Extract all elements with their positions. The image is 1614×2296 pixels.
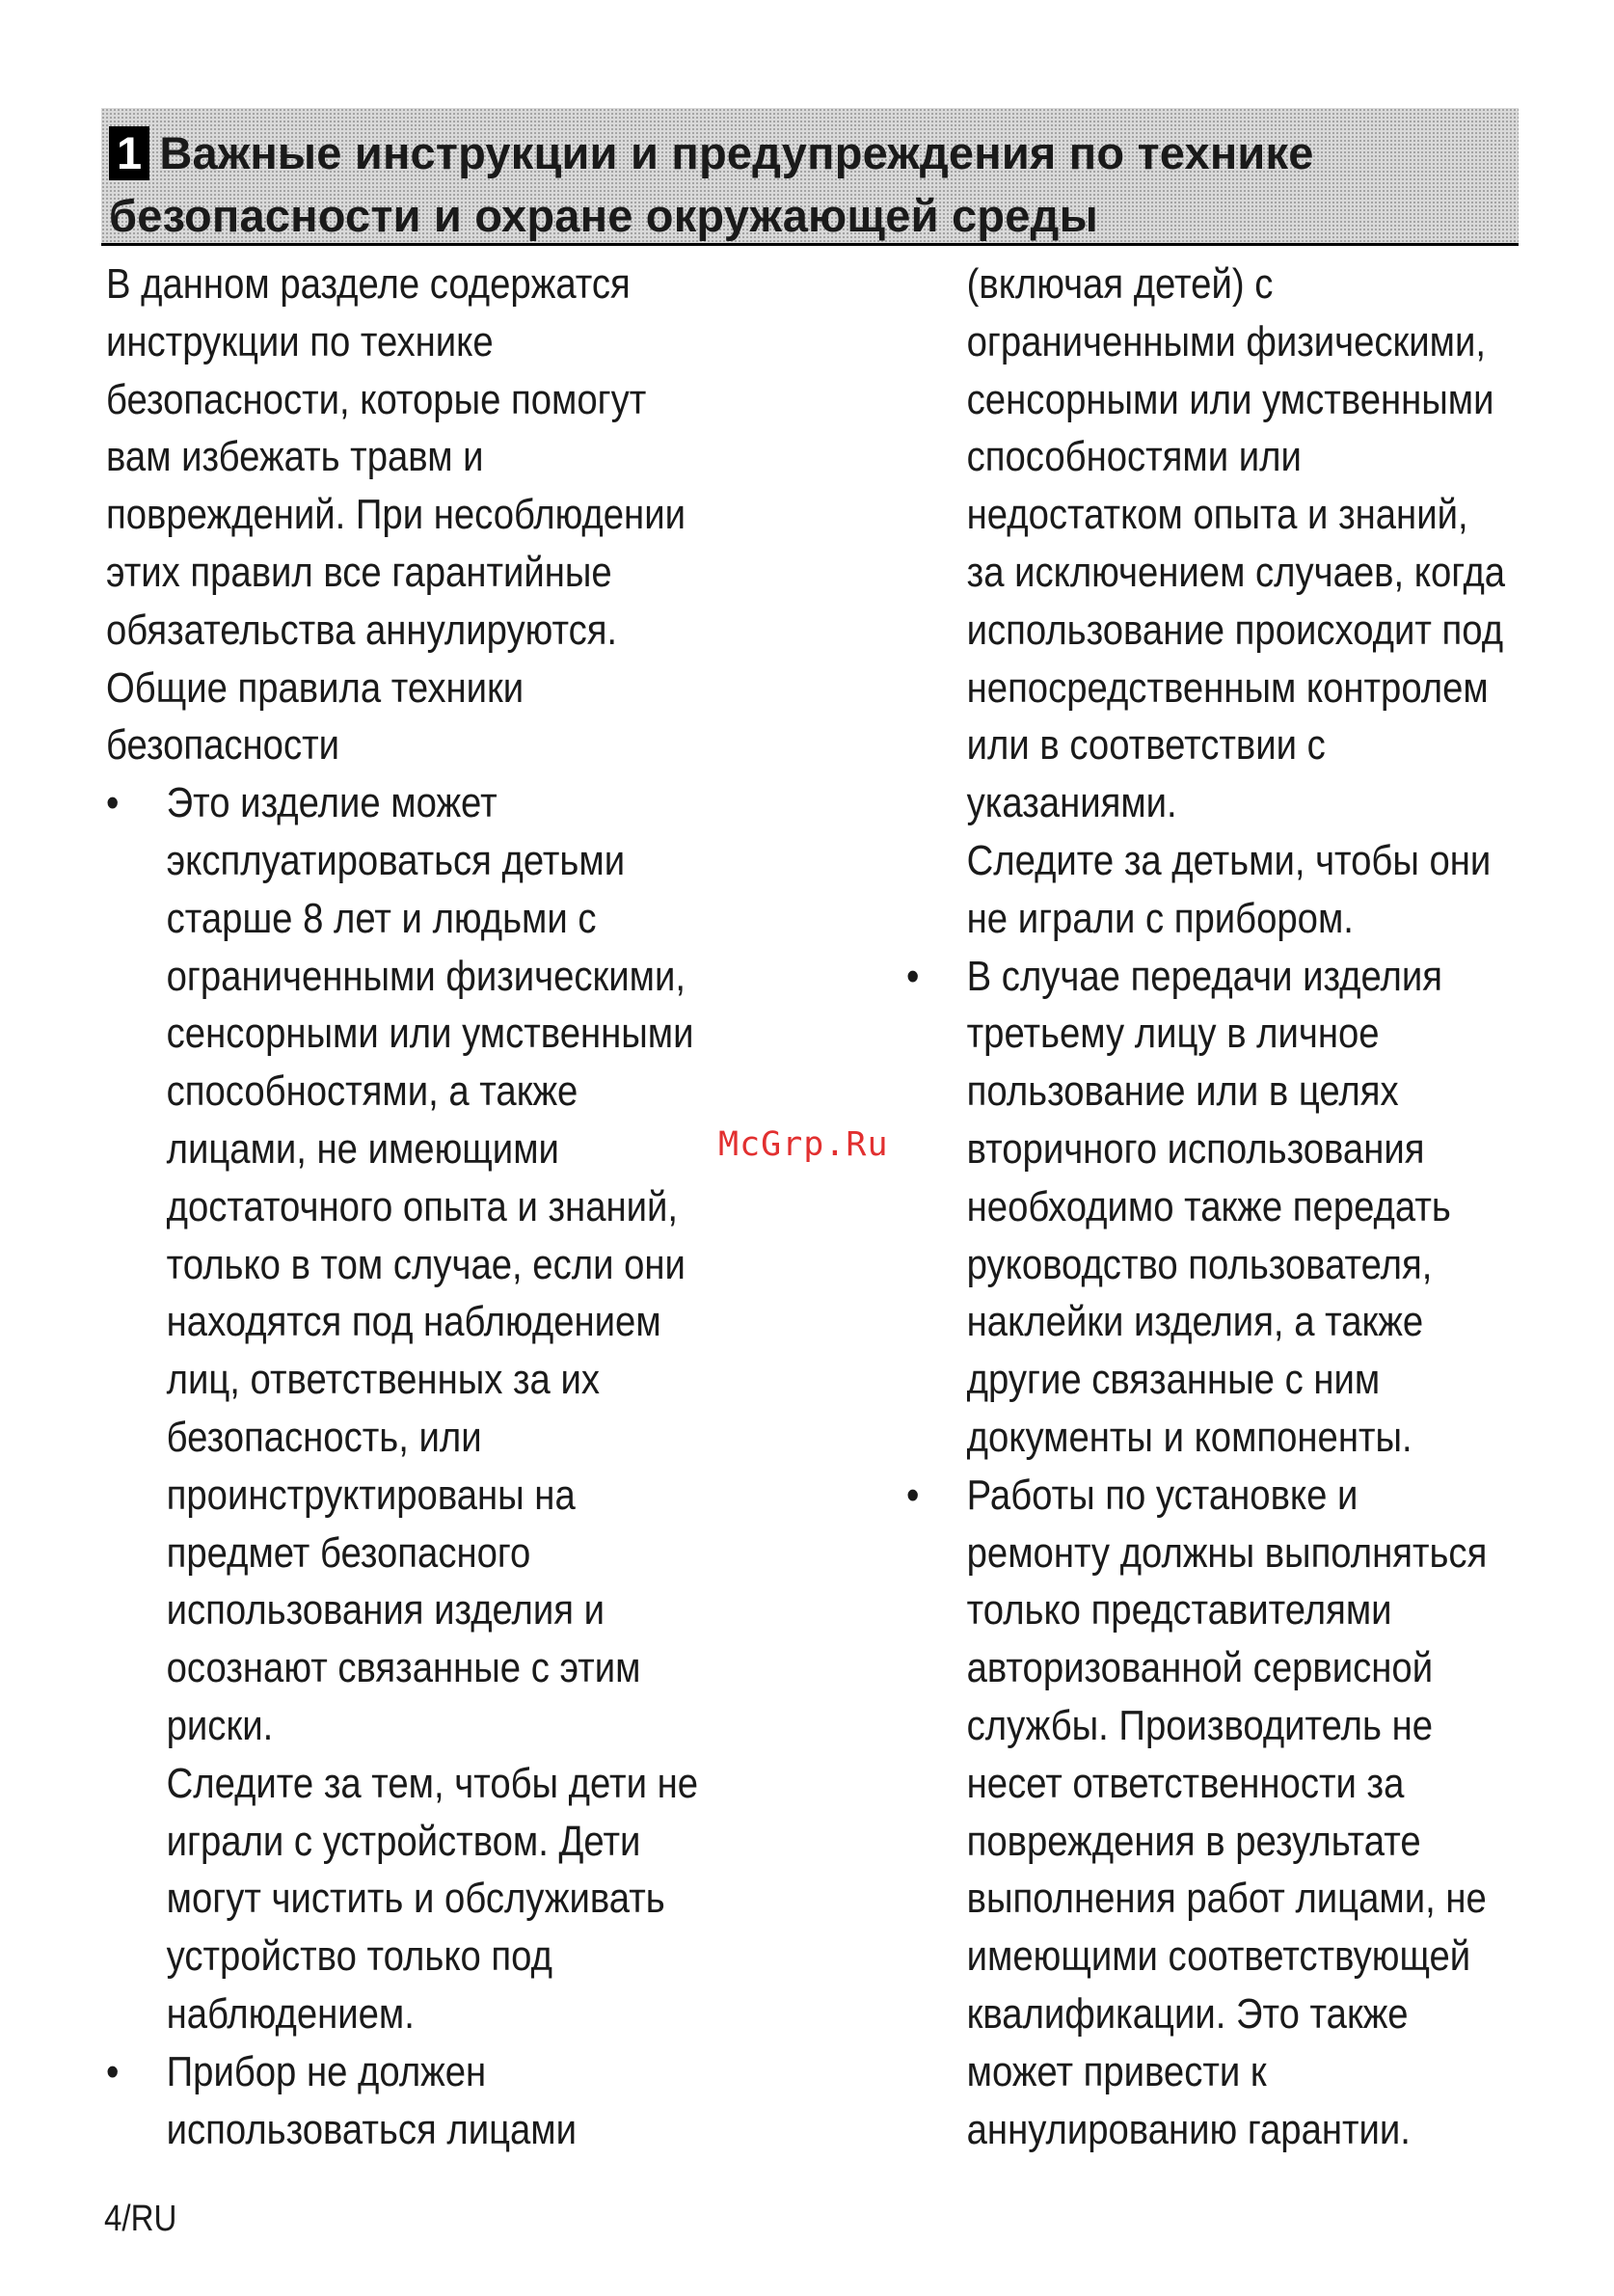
bullet-item-children-use bbox=[106, 774, 815, 2043]
text-line: лицами, не имеющими bbox=[166, 1124, 559, 1173]
text-line: может привести к bbox=[966, 2047, 1267, 2095]
bullet-dot: • bbox=[906, 1471, 920, 1519]
text-line: документы и компоненты. bbox=[966, 1413, 1412, 1461]
text-line: лиц, ответственных за их bbox=[166, 1356, 601, 1404]
text-line: Работы по установке и bbox=[966, 1471, 1358, 1519]
text-line: наклейки изделия, а также bbox=[966, 1298, 1424, 1346]
intro-paragraph bbox=[106, 256, 815, 660]
bullet-text bbox=[967, 948, 1614, 1467]
text-line: способностями или bbox=[966, 433, 1302, 481]
text-line: указаниями. bbox=[966, 779, 1177, 827]
text-line: могут чистить и обслуживать bbox=[166, 1875, 665, 1923]
text-line: использоваться лицами bbox=[166, 2105, 578, 2153]
text-line: Следите за тем, чтобы дети не bbox=[166, 1759, 699, 1807]
bullet-dot: • bbox=[106, 779, 120, 827]
bullet-text bbox=[167, 774, 816, 2043]
text-line: повреждения в результате bbox=[966, 1817, 1421, 1865]
text-line: использования изделия и bbox=[166, 1586, 605, 1634]
text-line: этих правил все гарантийные bbox=[106, 548, 612, 596]
text-line: пользование или в целях bbox=[966, 1067, 1399, 1116]
bullet-text bbox=[167, 2043, 816, 2159]
text-line: не играли с прибором. bbox=[966, 894, 1354, 942]
subheading-general-safety bbox=[106, 660, 815, 775]
bullet-item-restricted-use-continued bbox=[906, 256, 1614, 948]
bullet-text bbox=[967, 1467, 1614, 2159]
text-line: вторичного использования bbox=[966, 1124, 1425, 1173]
text-line: риски. bbox=[166, 1701, 274, 1749]
text-line: сенсорными или умственными bbox=[166, 1010, 694, 1058]
text-line: Прибор не должен bbox=[166, 2047, 487, 2095]
section-title-line-1: Важные инструкции и предупреждения по технике bbox=[159, 127, 1314, 178]
text-line: за исключением случаев, когда bbox=[966, 548, 1506, 596]
text-line: предмет безопасного bbox=[166, 1528, 531, 1577]
text-line: старше 8 лет и людьми с bbox=[166, 894, 597, 942]
text-line: выполнения работ лицами, не bbox=[966, 1875, 1487, 1923]
text-line: недостатком опыта и знаний, bbox=[966, 491, 1468, 539]
text-line: играли с устройством. Дети bbox=[166, 1817, 641, 1865]
text-line: службы. Производитель не bbox=[966, 1701, 1434, 1749]
text-line: имеющими соответствующей bbox=[966, 1932, 1471, 1981]
text-line: только представителями bbox=[966, 1586, 1392, 1634]
text-line: Следите за детьми, чтобы они bbox=[966, 836, 1492, 884]
text-line: ограниченными физическими, bbox=[166, 952, 686, 1000]
watermark: McGrp.Ru bbox=[718, 1125, 889, 1164]
text-line: обязательства аннулируются. bbox=[106, 606, 618, 654]
text-line: В случае передачи изделия bbox=[966, 952, 1442, 1000]
text-line: проинструктированы на bbox=[166, 1471, 576, 1519]
text-line: достаточного опыта и знаний, bbox=[166, 1182, 679, 1230]
left-column bbox=[106, 256, 815, 2158]
text-line: способностями, а также bbox=[166, 1067, 578, 1116]
section-title-line-2: безопасности и охране окружающей среды bbox=[109, 190, 1098, 241]
text-line: безопасности, которые помогут bbox=[106, 375, 647, 423]
text-line: ограниченными физическими, bbox=[966, 317, 1487, 365]
text-line: непосредственным контролем bbox=[966, 663, 1489, 712]
bullet-item-restricted-use bbox=[106, 2043, 815, 2159]
text-line: наблюдением. bbox=[166, 1989, 415, 2038]
text-line: только в том случае, если они bbox=[166, 1240, 686, 1288]
text-line: инструкции по технике bbox=[106, 317, 494, 365]
text-line: сенсорными или умственными bbox=[966, 375, 1494, 423]
text-line: несет ответственности за bbox=[966, 1759, 1405, 1807]
text-line: авторизованной сервисной bbox=[966, 1644, 1434, 1692]
text-line: руководство пользователя, bbox=[966, 1240, 1433, 1288]
page-number: 4/RU bbox=[104, 2199, 177, 2239]
bullet-item-transfer bbox=[906, 948, 1614, 1467]
text-line: находятся под наблюдением bbox=[166, 1298, 661, 1346]
text-line: осознают связанные с этим bbox=[166, 1644, 641, 1692]
text-line: или в соответствии с bbox=[966, 721, 1326, 770]
text-line: квалификации. Это также bbox=[966, 1989, 1409, 2038]
text-line: другие связанные с ним bbox=[966, 1356, 1381, 1404]
text-line: третьему лицу в личное bbox=[966, 1010, 1380, 1058]
text-line: (включая детей) с bbox=[966, 260, 1274, 308]
text-line: безопасности bbox=[106, 721, 340, 770]
section-header bbox=[101, 108, 1519, 246]
text-line: Общие правила техники bbox=[106, 663, 525, 712]
text-line: эксплуатироваться детьми bbox=[166, 836, 626, 884]
text-line: безопасность, или bbox=[166, 1413, 482, 1461]
bullet-dot: • bbox=[106, 2047, 120, 2095]
text-line: В данном разделе содержатся bbox=[106, 260, 631, 308]
text-line: использование происходит под bbox=[966, 606, 1504, 654]
text-line: необходимо также передать bbox=[966, 1182, 1451, 1230]
bullet-dot: • bbox=[906, 952, 920, 1000]
text-line: аннулированию гарантии. bbox=[966, 2105, 1411, 2153]
text-line: Это изделие может bbox=[166, 779, 498, 827]
text-line: устройство только под bbox=[166, 1932, 552, 1981]
bullet-item-installation-repair bbox=[906, 1467, 1614, 2159]
text-line: ремонту должны выполняться bbox=[966, 1528, 1488, 1577]
text-line: повреждений. При несоблюдении bbox=[106, 491, 686, 539]
section-title bbox=[109, 122, 1314, 247]
chapter-number-badge: 1 bbox=[109, 126, 149, 180]
bullet-text bbox=[967, 256, 1614, 948]
text-line: вам избежать травм и bbox=[106, 433, 484, 481]
right-column bbox=[906, 256, 1614, 2158]
